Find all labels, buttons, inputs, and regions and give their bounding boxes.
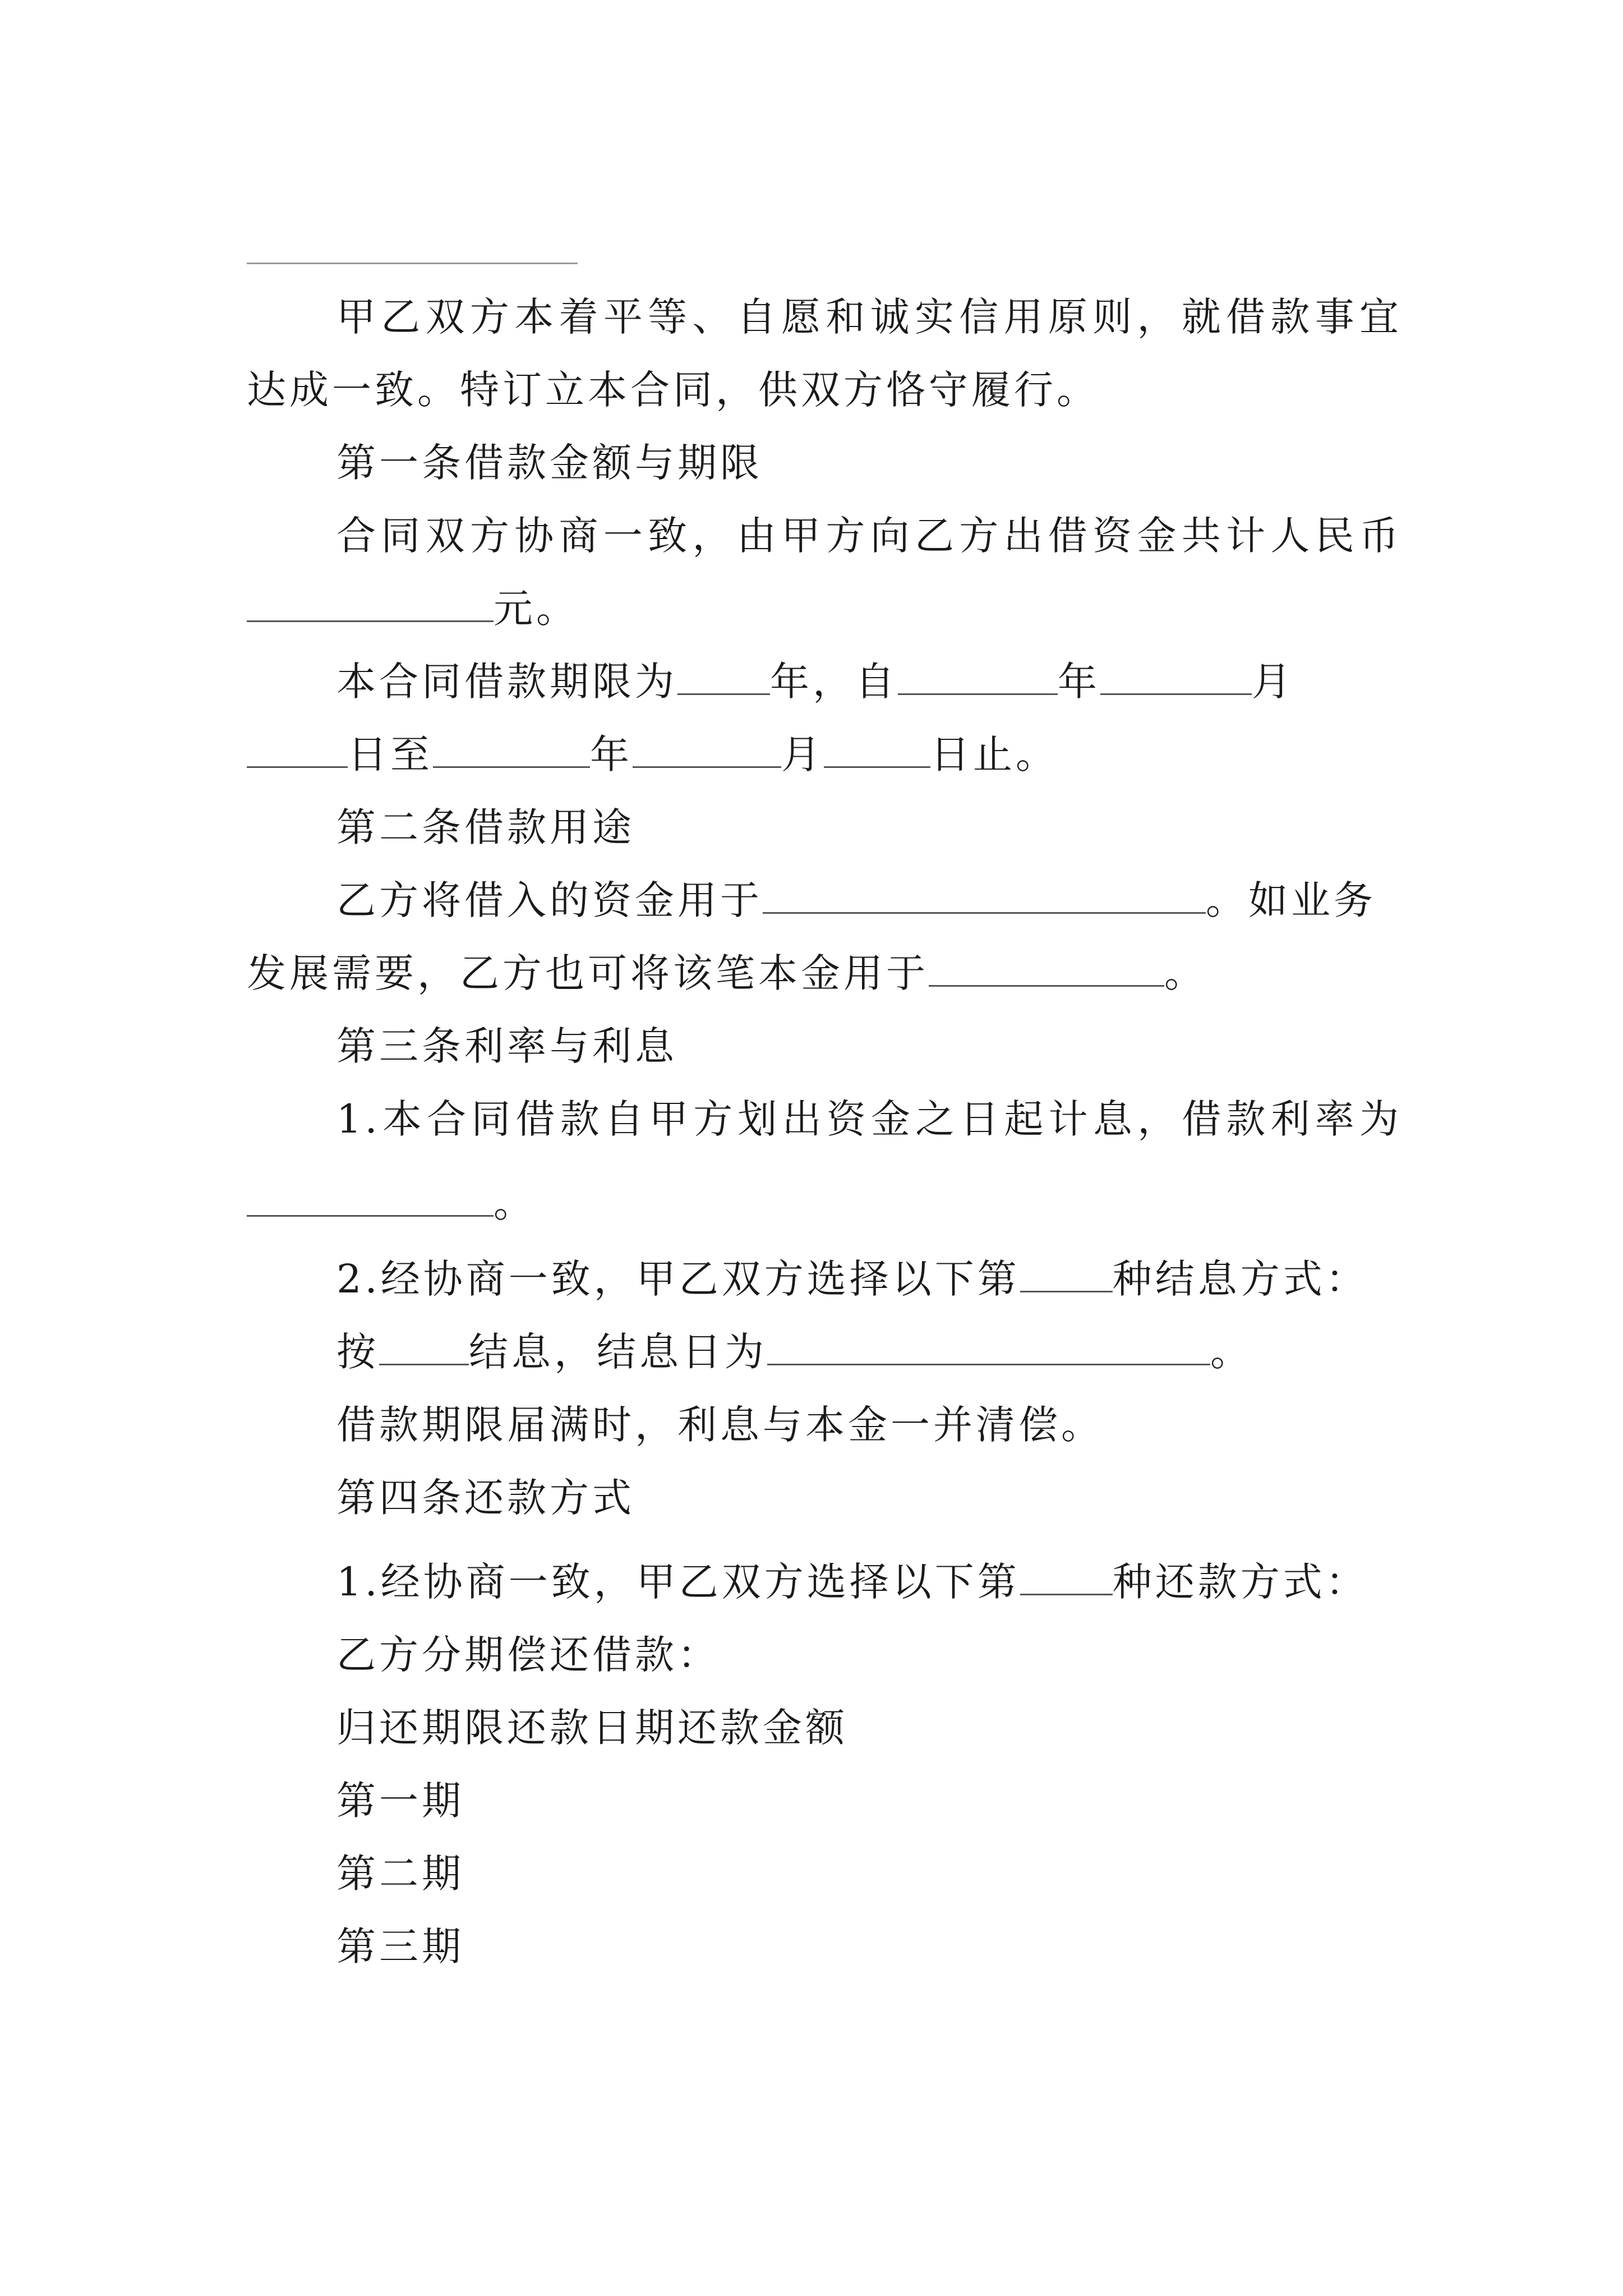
- repayment-choice-blank[interactable]: [1020, 1559, 1113, 1595]
- repayment-choice-label: 1.经协商一致，甲乙双方选择以下第: [336, 1559, 1020, 1605]
- start-day-blank[interactable]: [247, 731, 348, 768]
- settlement-choice-blank[interactable]: [1020, 1256, 1113, 1292]
- end-day-unit: 日止。: [930, 731, 1058, 777]
- end-year-blank[interactable]: [433, 731, 590, 768]
- interest-rate-text: 1.本合同借款自甲方划出资金之日起计息，借款利率为: [336, 1096, 1402, 1142]
- article-1-para-1: [336, 508, 1402, 564]
- period-row-2: [336, 1846, 1402, 1902]
- article-2-para-1: [336, 872, 1402, 928]
- start-year-unit: 年: [1058, 659, 1100, 705]
- interest-rate-blank[interactable]: [247, 1180, 494, 1217]
- term-years-unit: 年，自: [770, 659, 898, 705]
- period-row-3: [336, 1918, 1402, 1975]
- article-2-para-2: [247, 945, 1396, 1001]
- period-row-1: [336, 1773, 1402, 1829]
- article-3-rate-line: [247, 1175, 1396, 1231]
- article-3-para-1: [336, 1091, 1402, 1147]
- article-3-title-text: 第三条利率与利息: [336, 1023, 677, 1069]
- article-1-title: [336, 435, 1402, 491]
- purpose-label: 乙方将借入的资金用于: [336, 877, 763, 923]
- article-1-term-line-2: [247, 726, 1396, 783]
- settlement-date-blank[interactable]: [767, 1329, 1210, 1365]
- period-1-label: 第一期: [336, 1778, 464, 1824]
- article-3-title: [336, 1018, 1402, 1074]
- settlement-per-label: 按: [336, 1329, 379, 1375]
- intro-line-1: [336, 289, 1402, 345]
- article-2-title: [336, 799, 1402, 855]
- article-1-amount-line: [247, 581, 1396, 637]
- end-year-unit: 年: [590, 731, 633, 777]
- article-4-title: [336, 1470, 1402, 1526]
- settlement-choice-label: 2.经协商一致，甲乙双方选择以下第: [336, 1256, 1020, 1302]
- start-month-blank[interactable]: [1100, 659, 1252, 695]
- end-month-unit: 月: [781, 731, 824, 777]
- maturity-repayment-text: 借款期限届满时，利息与本金一并清偿。: [336, 1402, 1104, 1448]
- period-2-label: 第二期: [336, 1851, 464, 1897]
- end-day-blank[interactable]: [824, 731, 930, 768]
- article-4-para-2: [336, 1627, 1402, 1683]
- alt-purpose-label: 发展需要，乙方也可将该笔本金用于: [247, 950, 929, 996]
- article-4-title-text: 第四条还款方式: [336, 1475, 635, 1521]
- start-month-unit: 月: [1252, 659, 1294, 705]
- interest-rate-suffix: 。: [494, 1180, 536, 1226]
- settlement-date-label: 结息，结息日为: [469, 1329, 767, 1375]
- start-year-blank[interactable]: [898, 659, 1058, 695]
- intro-text-1: 甲乙双方本着平等、自愿和诚实信用原则，就借款事宜: [336, 294, 1402, 340]
- alt-purpose-blank[interactable]: [929, 950, 1164, 987]
- article-4-para-1: [336, 1554, 1402, 1610]
- amount-suffix: 元。: [494, 586, 579, 632]
- settlement-choice-suffix: 种结息方式：: [1112, 1256, 1368, 1302]
- article-1-para-1-text: 合同双方协商一致，由甲方向乙方出借资金共计人民币: [336, 513, 1402, 559]
- article-1-title-text: 第一条借款金额与期限: [336, 440, 763, 486]
- top-blank-line: [247, 263, 578, 264]
- settlement-date-suffix: 。: [1210, 1329, 1253, 1375]
- amount-blank[interactable]: [247, 586, 494, 622]
- settlement-period-blank[interactable]: [379, 1329, 469, 1365]
- purpose-suffix: 。如业务: [1206, 877, 1376, 923]
- term-label: 本合同借款期限为: [336, 659, 677, 705]
- purpose-blank[interactable]: [763, 877, 1206, 914]
- start-day-unit: 日至: [348, 731, 433, 777]
- article-3-para-2: [336, 1251, 1402, 1307]
- alt-purpose-suffix: 。: [1164, 950, 1207, 996]
- repayment-choice-suffix: 种还款方式：: [1112, 1559, 1368, 1605]
- period-3-label: 第三期: [336, 1924, 464, 1970]
- repayment-table-header-text: 归还期限还款日期还款金额: [336, 1705, 848, 1751]
- intro-line-2: [247, 362, 1396, 418]
- installment-text: 乙方分期偿还借款：: [336, 1632, 720, 1678]
- end-month-blank[interactable]: [633, 731, 781, 768]
- term-years-blank[interactable]: [677, 659, 770, 695]
- article-1-term-line-1: [336, 654, 1402, 710]
- article-3-para-4: [336, 1397, 1402, 1453]
- article-2-title-text: 第二条借款用途: [336, 804, 635, 850]
- intro-text-2: 达成一致。特订立本合同，供双方恪守履行。: [247, 367, 1099, 413]
- repayment-table-header: [336, 1700, 1402, 1756]
- article-3-para-3: [336, 1324, 1402, 1380]
